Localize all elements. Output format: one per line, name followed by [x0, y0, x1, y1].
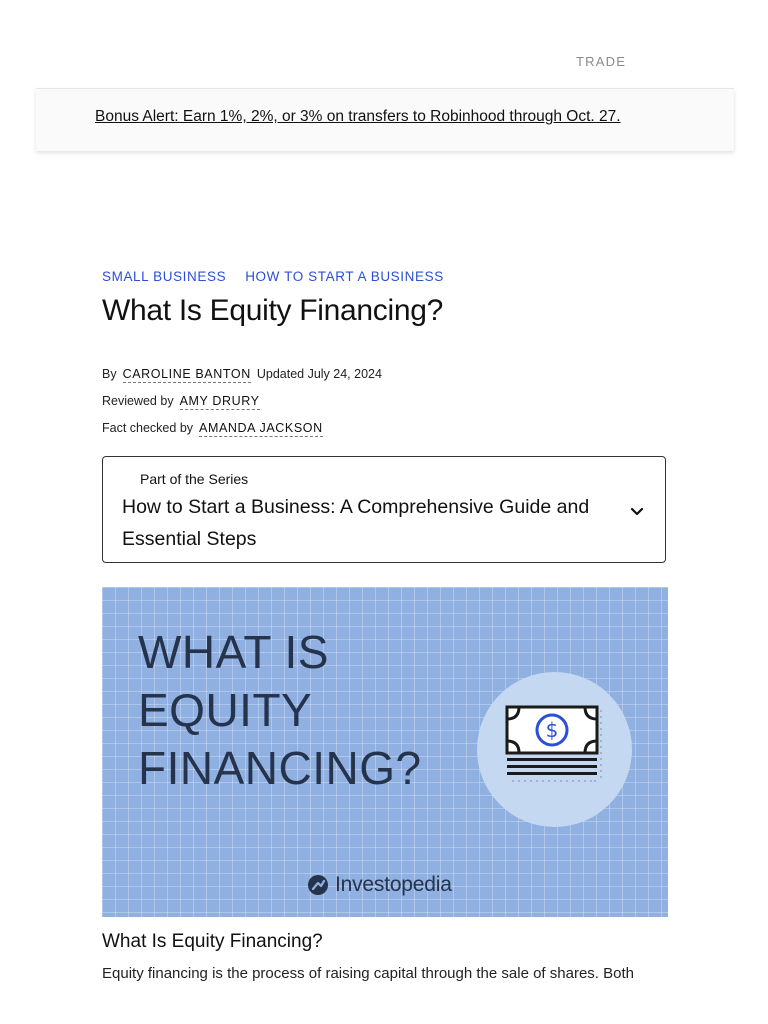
section-heading: What Is Equity Financing?	[102, 931, 323, 952]
hero-line: EQUITY	[138, 684, 313, 736]
breadcrumb-how-to-start-a-business[interactable]: HOW TO START A BUSINESS	[245, 269, 444, 284]
hero-headline	[138, 623, 422, 797]
investopedia-brand	[307, 873, 452, 897]
fact-checked-label: Fact checked by	[102, 421, 194, 435]
hero-line: FINANCING?	[138, 742, 422, 794]
nav-trade-link[interactable]: TRADE	[576, 54, 627, 69]
author-link[interactable]: CAROLINE BANTON	[122, 367, 251, 381]
byline-fact-checker-row	[102, 421, 323, 437]
investopedia-logo-icon	[307, 874, 329, 896]
by-label: By	[102, 367, 117, 381]
money-bill-icon	[497, 699, 607, 809]
reviewed-label: Reviewed by	[102, 394, 174, 408]
byline-author-row	[102, 367, 382, 383]
series-dropdown[interactable]	[102, 456, 666, 563]
breadcrumb	[102, 269, 444, 284]
hero-image	[102, 587, 668, 917]
series-title: How to Start a Business: A Comprehensive Guide and Essential Steps	[122, 496, 590, 550]
reviewer-link[interactable]: AMY DRURY	[179, 394, 260, 408]
page-title: What Is Equity Financing?	[102, 294, 444, 327]
chevron-down-icon[interactable]	[629, 503, 645, 519]
series-kicker: Part of the Series	[140, 471, 249, 487]
svg-text:$: $	[545, 718, 559, 742]
brand-name: Investopedia	[335, 873, 452, 896]
fact-checker-link[interactable]: AMANDA JACKSON	[199, 421, 323, 435]
article-body-text: Equity financing is the process of raising capital through the sale of shares. Both	[102, 965, 634, 982]
bonus-alert-link[interactable]: Bonus Alert: Earn 1%, 2%, or 3% on transfers to Robinhood through Oct. 27.	[95, 108, 621, 125]
byline-reviewer-row	[102, 394, 260, 410]
breadcrumb-small-business[interactable]: SMALL BUSINESS	[102, 269, 227, 284]
hero-line: WHAT IS	[138, 626, 329, 678]
top-nav	[36, 40, 734, 88]
updated-date: Updated July 24, 2024	[256, 367, 382, 381]
